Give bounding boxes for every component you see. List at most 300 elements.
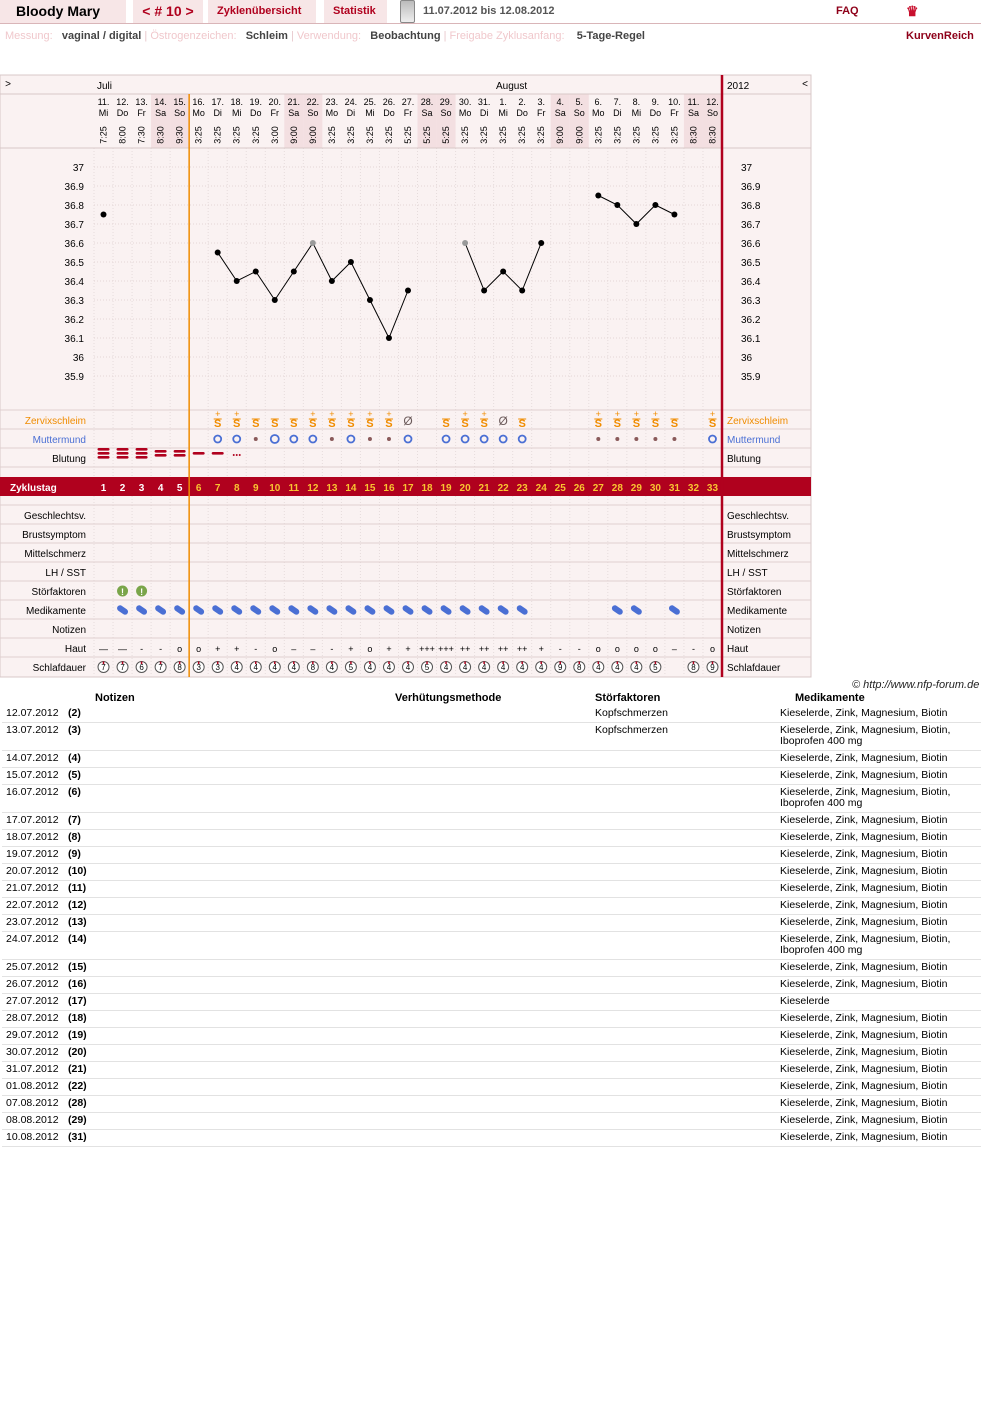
weekday: Mo [458, 108, 472, 118]
sleep-hours: 4 [481, 663, 487, 672]
cycle-day: 20 [459, 483, 471, 494]
zervix-plus: + [462, 409, 468, 419]
cycle-day: 32 [687, 483, 700, 494]
measure-time: 3:25 [536, 126, 547, 144]
faq-link[interactable]: FAQ [836, 5, 859, 17]
table-row [2, 1130, 981, 1147]
bleeding-mark [136, 448, 148, 451]
tab-statistics[interactable]: Statistik [324, 0, 387, 23]
measure-time: 9:00 [574, 126, 585, 144]
row-medikamente: Kieselerde, Zink, Magnesium, Biotin [780, 848, 948, 860]
row-date: 10.08.2012 [6, 1131, 59, 1143]
day-number: 22. [306, 97, 320, 107]
y-tick-right: 36.7 [741, 220, 761, 231]
sleep-hours: 4 [272, 663, 278, 672]
skin-mark: - [330, 644, 334, 654]
table-row [2, 898, 981, 915]
temperature-point [234, 278, 240, 284]
day-number: 30. [458, 97, 472, 107]
cycle-day: 6 [195, 483, 202, 494]
row-day: (14) [68, 933, 87, 945]
zervix-mark: S [708, 418, 717, 430]
row-date: 29.07.2012 [6, 1029, 59, 1041]
notes-header [2, 690, 981, 706]
sleep-hours: 8 [177, 663, 182, 672]
row-medikamente: Kieselerde, Zink, Magnesium, Biotin [780, 1131, 948, 1143]
measure-time: 3:25 [193, 126, 204, 144]
weekday: Fr [403, 108, 413, 118]
row-label-right-blutung: Blutung [727, 454, 761, 465]
cycle-day: 12 [307, 483, 319, 494]
row-medikamente: Kieselerde, Zink, Magnesium, Biotin, Iboprofen 400 mg [780, 786, 951, 809]
bleeding-mark [98, 448, 110, 451]
weekday: Mi [631, 108, 642, 118]
cycle-day: 22 [497, 483, 509, 494]
row-medikamente: Kieselerde, Zink, Magnesium, Biotin [780, 1080, 948, 1092]
muttermund-mark [672, 437, 676, 441]
weekday: So [706, 108, 718, 118]
zervix-mark: S [651, 418, 660, 430]
row-label-right-brust: Brustsymptom [727, 530, 791, 541]
sleep-hours: 3 [196, 663, 201, 672]
temperature-point [595, 193, 601, 199]
row-date: 12.07.2012 [6, 707, 59, 719]
measure-time: 3:25 [250, 126, 261, 144]
row-label-stoer: Störfaktoren [31, 587, 86, 598]
row-label-right-medi: Medikamente [727, 606, 788, 617]
measure-time: 3:25 [383, 126, 394, 144]
sleep-hours: 9 [558, 663, 563, 672]
cycle-day: 21 [478, 483, 490, 494]
weekday: Sa [421, 108, 433, 118]
zervix-plus: + [348, 409, 354, 419]
row-medikamente: Kieselerde, Zink, Magnesium, Biotin [780, 814, 948, 826]
row-day: (2) [68, 707, 81, 719]
row-date: 25.07.2012 [6, 961, 59, 973]
measure-time: 3:25 [231, 126, 242, 144]
day-number: 5. [575, 97, 584, 107]
row-date: 22.07.2012 [6, 899, 59, 911]
row-day: (22) [68, 1080, 87, 1092]
skin-mark: o [272, 644, 278, 654]
day-number: 28. [420, 97, 434, 107]
zervix-mark: S [670, 418, 679, 430]
row-label-right-notizen: Notizen [727, 625, 761, 636]
weekday: Di [346, 108, 356, 118]
skin-mark: – [310, 644, 316, 654]
day-number: 15. [173, 97, 186, 107]
day-number: 25. [363, 97, 377, 107]
cycle-day: 18 [421, 483, 433, 494]
weekday: Mo [192, 108, 205, 118]
verwendung-label: Verwendung: [296, 30, 362, 42]
temperature-point [614, 202, 620, 208]
row-day: (9) [68, 848, 81, 860]
y-tick-right: 36.1 [741, 334, 761, 345]
table-row [2, 751, 981, 768]
copyright: © http://www.nfp-forum.de [852, 679, 980, 691]
sleep-hours: 4 [443, 663, 449, 672]
row-day: (19) [68, 1029, 87, 1041]
temperature-point [405, 288, 411, 294]
muttermund-mark [653, 437, 657, 441]
row-medikamente: Kieselerde, Zink, Magnesium, Biotin, Iboprofen 400 mg [780, 933, 951, 956]
cycle-day: 23 [516, 483, 528, 494]
cycle-navigator[interactable]: < # 10 > [133, 0, 203, 23]
day-number: 3. [537, 97, 545, 107]
cycle-day: 8 [233, 483, 240, 494]
row-medikamente: Kieselerde [780, 995, 830, 1007]
y-tick-left: 36.4 [64, 277, 84, 288]
sleep-hours: 7 [120, 663, 125, 672]
freigabe-label: Freigabe Zyklusanfang: [449, 30, 565, 42]
table-row [2, 768, 981, 785]
nav-next: < [802, 79, 808, 90]
skin-mark: + [234, 644, 240, 654]
temperature-point [462, 240, 468, 246]
zervix-mark: S [632, 418, 641, 430]
row-medikamente: Kieselerde, Zink, Magnesium, Biotin, Iboprofen 400 mg [780, 724, 951, 747]
sleep-hours: 4 [462, 663, 468, 672]
row-date: 16.07.2012 [6, 786, 59, 798]
sleep-hours: 4 [519, 663, 525, 672]
muttermund-mark [634, 437, 638, 441]
row-label-right-haut: Haut [727, 644, 749, 655]
zervix-mark: S [518, 418, 526, 430]
separator: | [144, 30, 148, 42]
day-number: 9. [651, 97, 660, 107]
cycle-day: 4 [157, 483, 164, 494]
temperature-point [101, 212, 107, 218]
row-label-gv: Geschlechtsv. [23, 511, 86, 522]
row-medikamente: Kieselerde, Zink, Magnesium, Biotin [780, 1097, 948, 1109]
sleep-hours: 9 [710, 663, 715, 672]
row-medikamente: Kieselerde, Zink, Magnesium, Biotin [780, 978, 948, 990]
weekday: Sa [687, 108, 699, 118]
zervix-mark: S [233, 418, 241, 430]
sleep-hours: 4 [386, 663, 392, 672]
skin-mark: ++ [516, 644, 528, 654]
table-row [2, 830, 981, 847]
skin-mark: ++ [459, 644, 471, 654]
y-tick-right: 36.6 [741, 239, 761, 250]
header-verhuetung: Verhütungsmethode [395, 692, 502, 704]
measure-time: 3:00 [269, 126, 280, 144]
measure-time: 7:25 [98, 126, 109, 144]
measure-time: 3:25 [669, 126, 680, 144]
y-tick-right: 37 [741, 163, 753, 174]
zervix-plus: + [595, 409, 601, 419]
sleep-hours: 7 [101, 663, 106, 672]
skin-mark: - [558, 644, 562, 654]
row-day: (16) [68, 978, 87, 990]
y-tick-right: 36.2 [741, 315, 761, 326]
cycle-day: 10 [269, 483, 281, 494]
day-number: 1. [499, 97, 507, 107]
skin-mark: o [652, 644, 658, 654]
row-label-mittel: Mittelschmerz [24, 549, 86, 560]
row-medikamente: Kieselerde, Zink, Magnesium, Biotin [780, 1029, 948, 1041]
zervix-mark: S [442, 418, 450, 430]
row-date: 17.07.2012 [6, 814, 59, 826]
skin-mark: o [633, 644, 639, 654]
oestrogen-value: Schleim [245, 30, 288, 42]
skin-mark: – [291, 644, 297, 654]
day-number: 11. [687, 97, 700, 107]
date-range: 11.07.2012 bis 12.08.2012 [423, 5, 555, 17]
measure-time: 5:25 [403, 126, 413, 144]
row-medikamente: Kieselerde, Zink, Magnesium, Biotin [780, 831, 948, 843]
row-day: (28) [68, 1097, 87, 1109]
weekday: Do [383, 108, 395, 118]
muttermund-mark [254, 437, 258, 441]
bleeding-dot [233, 454, 235, 456]
skin-mark: + [215, 644, 221, 654]
header-stoerfaktoren: Störfaktoren [595, 692, 661, 704]
row-day: (18) [68, 1012, 87, 1024]
cycle-day: 11 [288, 483, 300, 494]
freigabe-value: 5-Tage-Regel [576, 30, 645, 42]
measure-time: 9:00 [307, 126, 318, 144]
messung-value: vaginal / digital [61, 30, 142, 42]
row-label-right-mumu: Muttermund [727, 435, 781, 446]
sleep-hours: 8 [691, 663, 696, 672]
bleeding-mark [136, 456, 148, 459]
skin-mark: o [196, 644, 202, 654]
weekday: Do [649, 108, 662, 118]
day-number: 8. [632, 97, 641, 107]
y-tick-right: 36.3 [741, 296, 761, 307]
day-number: 24. [344, 97, 358, 107]
temperature-point [481, 288, 487, 294]
sleep-hours: 4 [253, 663, 258, 672]
table-row [2, 706, 981, 723]
row-date: 28.07.2012 [6, 1012, 59, 1024]
sleep-hours: 7 [158, 663, 163, 672]
row-label-zervix: Zervixschleim [24, 416, 86, 427]
measure-time: 5:25 [441, 126, 452, 144]
day-number: 31. [477, 97, 491, 107]
separator: | [443, 30, 447, 42]
muttermund-mark [368, 437, 372, 441]
sleep-hours: 4 [405, 663, 411, 672]
row-medikamente: Kieselerde, Zink, Magnesium, Biotin [780, 1063, 948, 1075]
row-label-right-zervix: Zervixschleim [727, 416, 789, 427]
measure-time: 3:25 [593, 126, 604, 144]
cycle-day: 24 [535, 483, 547, 494]
row-date: 19.07.2012 [6, 848, 59, 860]
skin-mark: o [595, 644, 601, 654]
table-row [2, 977, 981, 994]
zervix-mark: S [271, 418, 279, 430]
weekday: Do [516, 108, 528, 118]
cycle-day: 31 [668, 483, 680, 494]
table-row [2, 1079, 981, 1096]
cycle-day: 33 [706, 483, 719, 494]
sleep-hours: 6 [139, 663, 144, 672]
month-august: August [496, 81, 528, 92]
cycle-day: 1 [100, 483, 107, 494]
muttermund-mark [387, 437, 391, 441]
sleep-hours: 5 [653, 663, 658, 672]
zervix-plus: + [633, 409, 639, 419]
measure-time: 3:25 [517, 126, 528, 144]
row-medikamente: Kieselerde, Zink, Magnesium, Biotin [780, 865, 948, 877]
weekday: Fr [670, 108, 679, 118]
sleep-hours: 4 [596, 663, 601, 672]
bleeding-mark [117, 452, 129, 455]
month-juli: Juli [97, 81, 113, 92]
measure-time: 3:25 [326, 126, 337, 144]
temperature-point [367, 297, 373, 303]
row-label-mumu: Muttermund [32, 435, 86, 446]
zyklustag-label: Zyklustag [10, 483, 57, 494]
table-row [2, 960, 981, 977]
cycle-day: 13 [326, 483, 338, 494]
bleeding-mark [117, 456, 129, 459]
bleeding-dot [236, 454, 238, 456]
row-day: (11) [68, 882, 87, 894]
weekday: Di [213, 108, 222, 118]
row-label-haut: Haut [64, 644, 86, 655]
row-day: (4) [68, 752, 81, 764]
row-medikamente: Kieselerde, Zink, Magnesium, Biotin [780, 752, 948, 764]
y-tick-left: 35.9 [64, 372, 84, 383]
row-date: 24.07.2012 [6, 933, 59, 945]
cycle-day: 26 [573, 483, 585, 494]
bleeding-dot [239, 454, 241, 456]
chart-owner-name: Bloody Mary [0, 0, 126, 23]
row-date: 23.07.2012 [6, 916, 59, 928]
tab-cycle-overview[interactable]: Zyklenübersicht [208, 0, 316, 23]
weekday: Mo [325, 108, 339, 118]
table-row [2, 785, 981, 813]
sleep-hours: 4 [234, 663, 239, 672]
sleep-hours: 4 [329, 663, 335, 672]
row-day: (10) [68, 865, 87, 877]
row-date: 21.07.2012 [6, 882, 59, 894]
header-medikamente: Medikamente [795, 692, 865, 704]
cycle-day: 25 [554, 483, 566, 494]
table-row [2, 881, 981, 898]
day-number: 21. [287, 97, 301, 107]
temperature-point [272, 297, 278, 303]
sleep-hours: 4 [291, 663, 297, 672]
row-day: (5) [68, 769, 81, 781]
temperature-point [652, 202, 658, 208]
weekday: Do [249, 108, 262, 118]
day-number: 26. [382, 97, 396, 107]
zervix-mark: S [328, 418, 336, 430]
temperature-point [291, 269, 297, 275]
table-row [2, 1045, 981, 1062]
day-number: 20. [268, 97, 282, 107]
y-tick-left: 36.8 [64, 201, 84, 212]
weekday: Mi [98, 108, 109, 118]
skin-mark: - [140, 644, 144, 654]
muttermund-mark [615, 437, 619, 441]
row-medikamente: Kieselerde, Zink, Magnesium, Biotin [780, 882, 948, 894]
sleep-hours: 4 [500, 663, 506, 672]
row-medikamente: Kieselerde, Zink, Magnesium, Biotin [780, 916, 948, 928]
row-date: 27.07.2012 [6, 995, 59, 1007]
weekday: So [573, 108, 585, 118]
oestrogen-label: Östrogenzeichen: [150, 30, 237, 42]
temperature-point [538, 240, 544, 246]
zervix-plus: + [386, 409, 392, 419]
table-row [2, 723, 981, 751]
zervix-mark: S [366, 418, 374, 430]
zervix-mark: S [613, 418, 622, 430]
measure-time: 8:30 [155, 126, 166, 144]
row-date: 30.07.2012 [6, 1046, 59, 1058]
crown-icon: ♛ [906, 3, 919, 19]
row-medikamente: Kieselerde, Zink, Magnesium, Biotin [780, 1046, 948, 1058]
row-date: 07.08.2012 [6, 1097, 59, 1109]
day-number: 14. [154, 97, 167, 107]
zervix-plus: + [215, 409, 221, 419]
weekday: Mo [592, 108, 605, 118]
table-row [2, 864, 981, 881]
row-label-right-gv: Geschlechtsv. [727, 511, 790, 522]
sleep-hours: 4 [538, 663, 544, 672]
measure-time: 3:25 [212, 126, 223, 144]
row-date: 01.08.2012 [6, 1080, 59, 1092]
weekday: Fr [137, 108, 146, 118]
day-number: 2. [518, 97, 526, 107]
cycle-day: 17 [402, 483, 414, 494]
weekday: So [174, 108, 186, 118]
zervix-mark: S [461, 418, 469, 430]
measure-time: 3:25 [345, 126, 356, 144]
day-number: 6. [594, 97, 603, 107]
temperature-point [633, 221, 639, 227]
day-number: 4. [556, 97, 565, 107]
measure-time: 3:25 [631, 126, 642, 144]
measure-time: 3:25 [479, 126, 490, 144]
row-label-right-stoer: Störfaktoren [727, 587, 782, 598]
row-label-blutung: Blutung [52, 454, 86, 465]
row-date: 26.07.2012 [6, 978, 59, 990]
bleeding-mark [174, 454, 186, 457]
zervix-plus: + [614, 409, 620, 419]
cycle-day: 3 [138, 483, 145, 494]
weekday: Fr [270, 108, 280, 118]
cycle-day: 29 [630, 483, 642, 494]
cycle-day: 2 [119, 483, 126, 494]
y-tick-left: 36.6 [64, 239, 84, 250]
zervix-mark: S [347, 418, 355, 430]
y-tick-right: 36.5 [741, 258, 761, 269]
row-date: 31.07.2012 [6, 1063, 59, 1075]
day-number: 7. [613, 97, 622, 107]
row-day: (15) [68, 961, 87, 973]
cycle-day: 7 [214, 483, 221, 494]
weekday: Mi [498, 108, 508, 118]
y-tick-right: 36.4 [741, 277, 761, 288]
temperature-point [310, 240, 316, 246]
zervix-plus: + [652, 409, 659, 419]
weekday: Mi [231, 108, 242, 118]
row-day: (6) [68, 786, 81, 798]
zervix-mark: S [385, 418, 393, 430]
skin-mark: - [691, 644, 695, 654]
skin-mark: o [367, 644, 373, 654]
skin-mark: - [159, 644, 163, 654]
bleeding-mark [117, 448, 129, 451]
day-number: 16. [192, 97, 205, 107]
row-label-brust: Brustsymptom [22, 530, 86, 541]
